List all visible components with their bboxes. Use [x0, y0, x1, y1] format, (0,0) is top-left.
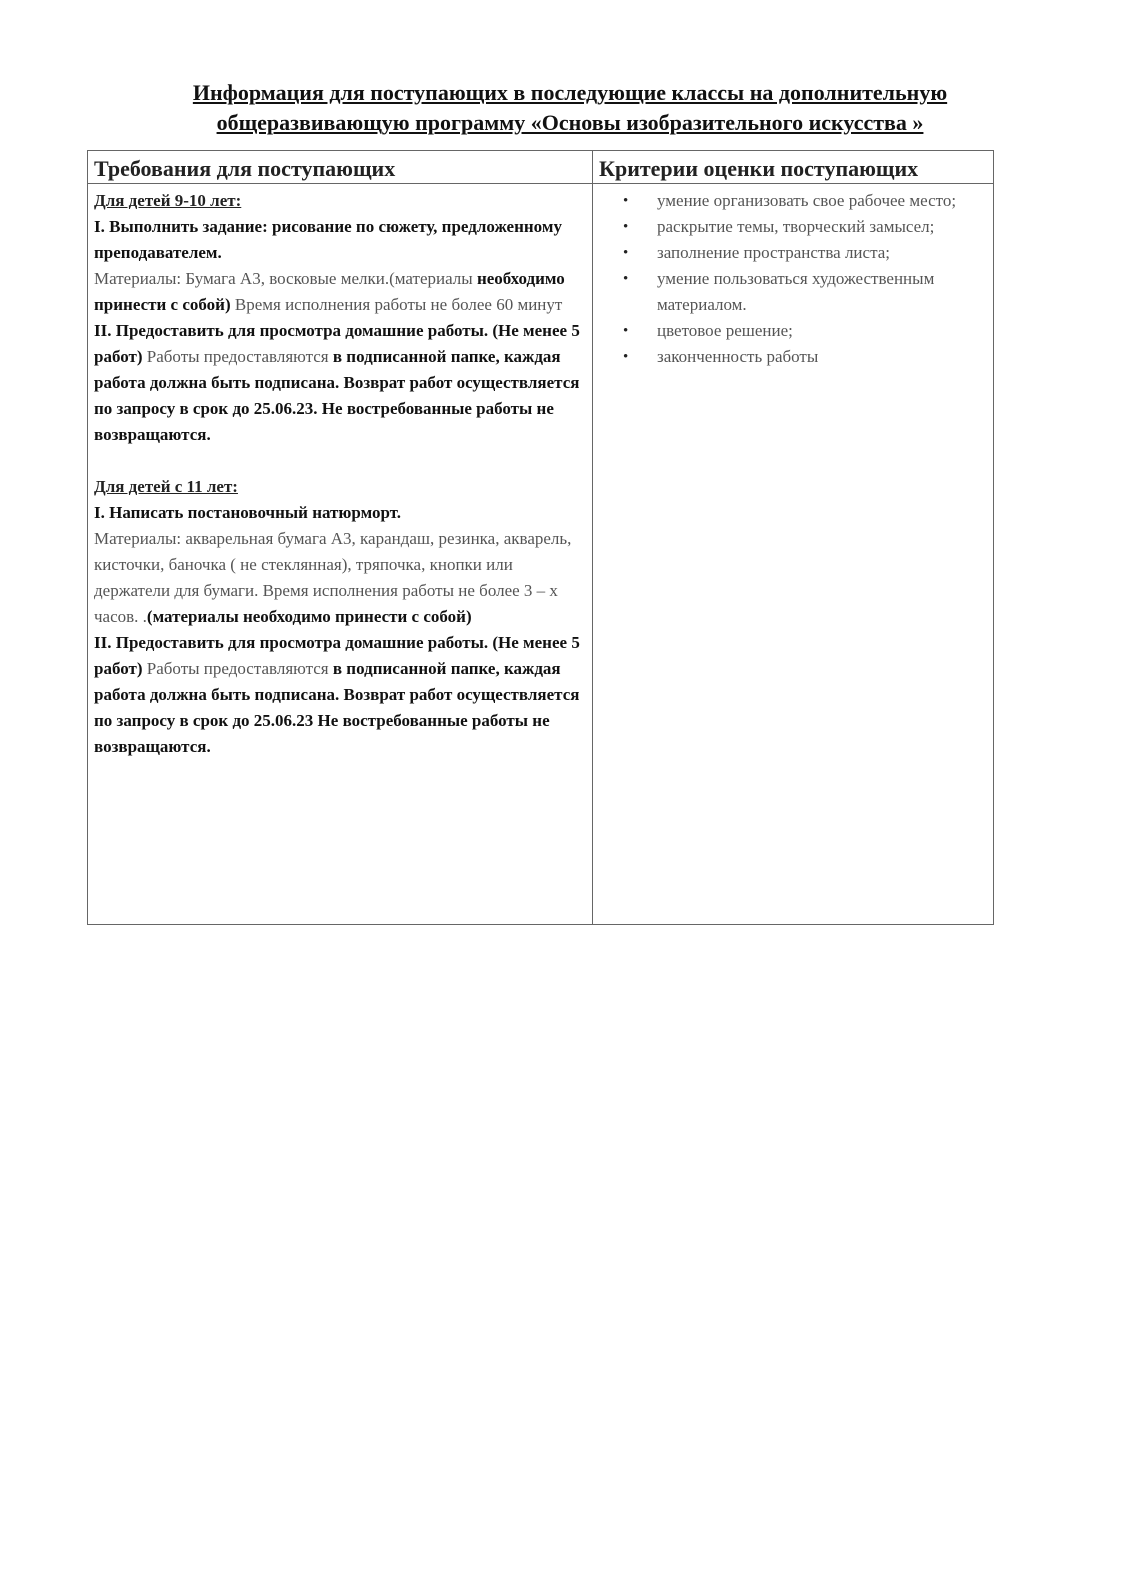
time-text: Время исполнения работы не более 60 минут [230, 295, 563, 314]
list-item [603, 266, 983, 318]
task-2-heading: II. Предоставить для просмотра домашние работы. (Не менее 5 работ) [94, 321, 580, 366]
document-title [90, 78, 1050, 138]
criteria-text: заполнение пространства листа; [657, 243, 890, 262]
criteria-text: умение пользоваться художественным материалом. [657, 269, 935, 314]
age-heading-9-10: Для детей 9-10 лет: [94, 191, 242, 210]
materials-9-10 [94, 266, 584, 318]
criteria-text: раскрытие темы, творческий замысел; [657, 217, 935, 236]
header-criteria: Критерии оценки поступающих [593, 151, 994, 184]
materials-11 [94, 526, 584, 630]
task-2-details: в подписанной папке, каждая работа должна быть подписана. Возврат работ осуществляется по запросу в срок до 25.06.23 Не востребованные работы не возвращаются. [94, 659, 580, 756]
list-item [603, 214, 983, 240]
task-2-homework [94, 630, 584, 760]
task-2-heading: II. Предоставить для просмотра домашние работы. (Не менее 5 работ) [94, 633, 580, 678]
criteria-list [603, 188, 983, 370]
criteria-text: цветовое решение; [657, 321, 793, 340]
list-item [603, 344, 983, 370]
list-item [603, 240, 983, 266]
materials-text: Материалы: акварельная бумага А3, карандаш, резинка, акварель, кисточки, баночка ( не стеклянная), тряпочка, кнопки или держатели для бумаги. Время исполнения работы не более 3 – х часов. . [94, 529, 572, 626]
title-line-2: общеразвивающую программу «Основы изобразительного искусства » [216, 110, 924, 135]
materials-bold: необходимо принести с собой) [94, 269, 565, 314]
task-2-works: Работы предоставляются [142, 659, 333, 678]
header-requirements: Требования для поступающих [88, 151, 593, 184]
bullet-icon: • [623, 245, 629, 261]
group-9-10 [94, 188, 584, 448]
bullet-icon: • [623, 193, 629, 209]
materials-bold: (материалы необходимо принести с собой) [146, 607, 472, 626]
materials-text: Материалы: Бумага А3, восковые мелки.(материалы [94, 269, 477, 288]
criteria-text: умение организовать свое рабочее место; [657, 191, 957, 210]
task-1-still-life: I. Написать постановочный натюрморт. [94, 503, 402, 522]
task-2-homework [94, 318, 584, 448]
table-body-row [88, 184, 994, 925]
criteria-text: законченность работы [657, 347, 819, 366]
table-header-row [88, 151, 994, 184]
title-line-1: Информация для поступающих в последующие классы на дополнительную [192, 80, 948, 105]
bullet-icon: • [623, 219, 629, 235]
criteria-cell [593, 184, 994, 925]
bullet-icon: • [623, 349, 629, 365]
list-item [603, 188, 983, 214]
group-11-plus [94, 474, 584, 760]
task-2-details: в подписанной папке, каждая работа должна быть подписана. Возврат работ осуществляется по запросу в срок до 25.06.23. Не востребованные работы не возвращаются. [94, 347, 580, 444]
task-1-drawing: I. Выполнить задание: рисование по сюжету, предложенному преподавателем. [94, 217, 562, 262]
task-2-works: Работы предоставляются [142, 347, 333, 366]
bullet-icon: • [623, 323, 629, 339]
list-item [603, 318, 983, 344]
requirements-cell [88, 184, 593, 925]
bullet-icon: • [623, 271, 629, 287]
age-heading-11: Для детей с 11 лет: [94, 477, 238, 496]
requirements-table [87, 150, 994, 925]
